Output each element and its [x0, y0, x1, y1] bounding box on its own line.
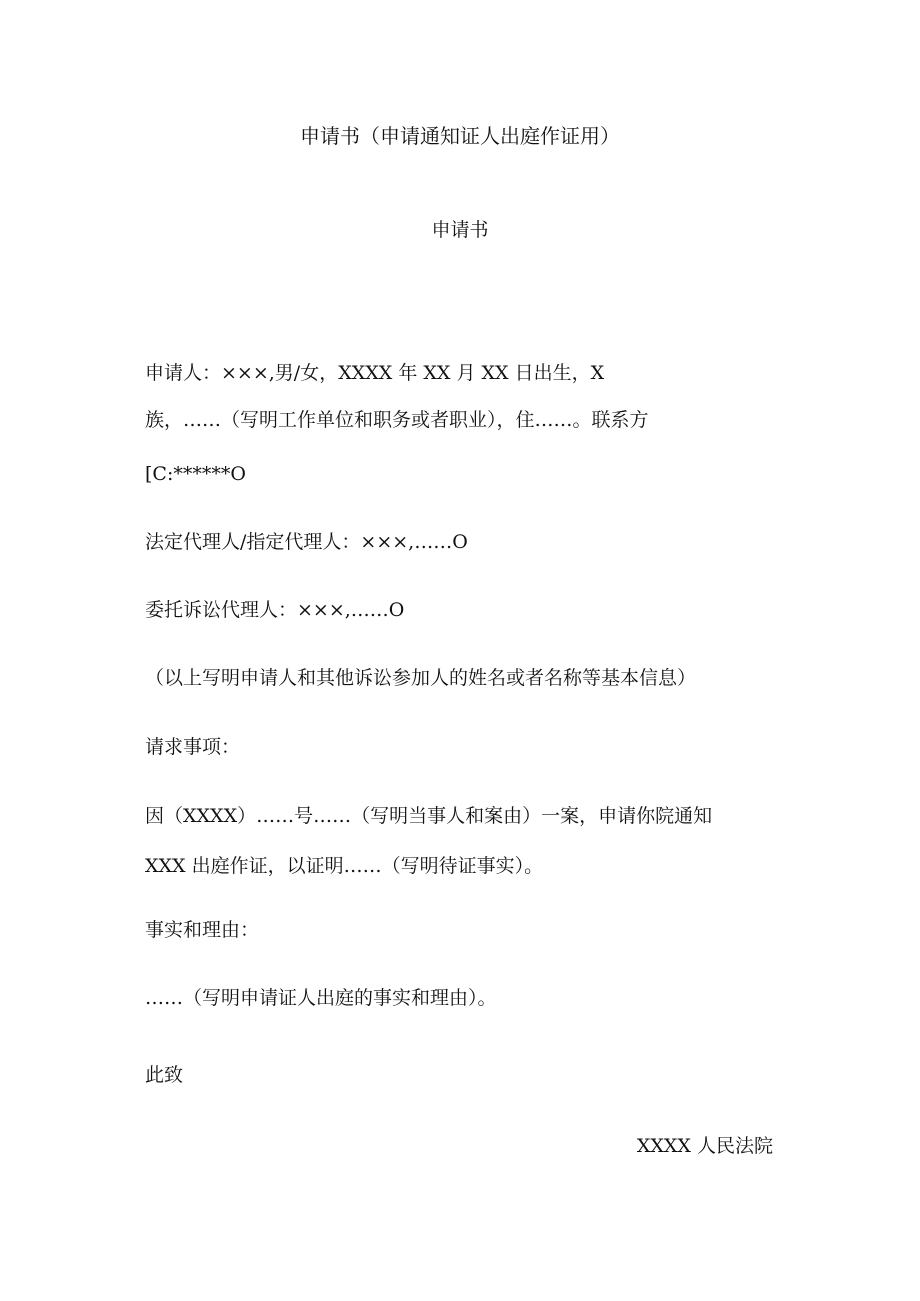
facts-heading: 事实和理由：: [145, 919, 260, 941]
court-name: XXXX 人民法院: [636, 1135, 773, 1157]
closing-text: 此致: [145, 1064, 184, 1086]
document-subtitle: 申请书: [431, 219, 489, 241]
request-line-1: 因（XXXX）……号……（写明当事人和案由）一案，申请你院通知: [145, 805, 713, 827]
participant-note: （以上写明申请人和其他诉讼参加人的姓名或者名称等基本信息）: [145, 667, 697, 689]
facts-line: ……（写明申请证人出庭的事实和理由）。: [145, 987, 497, 1009]
applicant-line-2: 族，……（写明工作单位和职务或者职业），住……。联系方: [145, 409, 649, 431]
litigation-agent: 委托诉讼代理人：×××,……O: [145, 599, 405, 621]
document-title: 申请书（申请通知证人出庭作证用）: [300, 124, 620, 148]
applicant-line-3: [C:******O: [145, 463, 246, 485]
applicant-line-1: 申请人：×××,男/女，XXXX 年 XX 月 XX 日出生，X: [145, 362, 605, 384]
request-heading: 请求事项：: [145, 736, 241, 758]
request-line-2: XXX 出庭作证，以证明……（写明待证事实）。: [145, 855, 544, 877]
legal-representative: 法定代理人/指定代理人：×××,……O: [145, 531, 468, 553]
